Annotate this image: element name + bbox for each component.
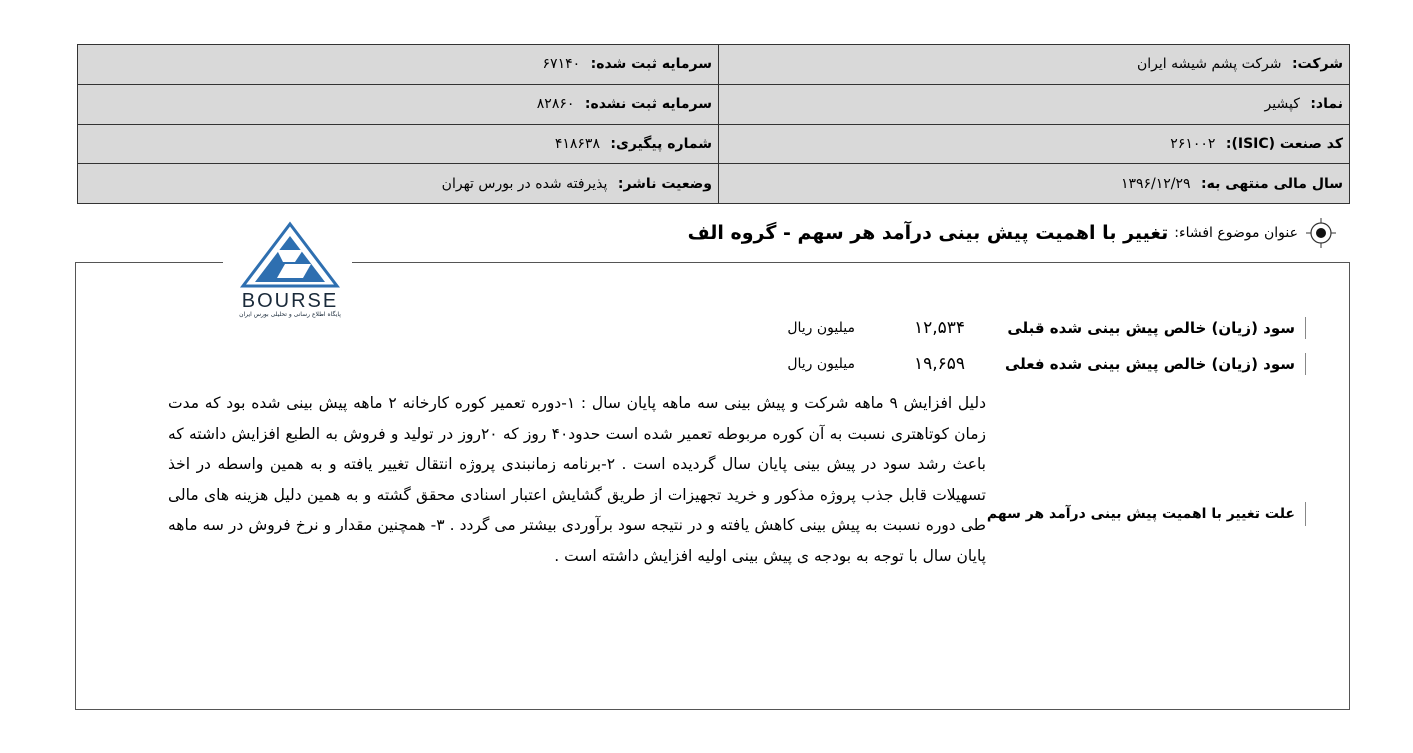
fiscal-year-cell: [719, 164, 1350, 204]
fiscal-year-label: سال مالی منتهی به:: [1201, 175, 1343, 192]
disclosure-caption: عنوان موضوع افشاء:: [1174, 225, 1298, 241]
isic-cell: [719, 124, 1350, 164]
disclosure-title: تغییر با اهمیت پیش بینی درآمد هر سهم - گروه الف: [687, 222, 1169, 244]
isic-label: کد صنعت (ISIC):: [1225, 135, 1343, 152]
registered-capital-cell: [78, 45, 719, 85]
tracking-cell: [78, 124, 719, 164]
eps-current-value: ۱۹,۶۵۹: [913, 354, 965, 374]
company-cell: [719, 45, 1350, 85]
company-value: شرکت پشم شیشه ایران: [1136, 56, 1282, 73]
info-row: [78, 164, 1350, 204]
symbol-value: کپشیر: [1264, 96, 1300, 113]
eps-current-row: [640, 352, 1306, 376]
reason-label: علت تغییر با اهمیت پیش بینی درآمد هر سهم: [975, 502, 1306, 526]
symbol-label: نماد:: [1310, 96, 1343, 113]
eps-previous-label: سود (زیان) خالص پیش بینی شده قبلی: [965, 317, 1306, 339]
info-row: [78, 124, 1350, 164]
eps-previous-unit: میلیون ریال: [787, 320, 855, 336]
company-label: شرکت:: [1291, 56, 1343, 73]
info-row: [78, 84, 1350, 124]
unregistered-capital-label: سرمایه ثبت نشده:: [584, 96, 712, 113]
company-info-table: [77, 44, 1350, 204]
disclosure-title-row: [688, 218, 1336, 248]
tracking-value: ۴۱۸۶۳۸: [554, 135, 600, 152]
tracking-label: شماره پیگیری:: [610, 135, 712, 152]
publisher-status-label: وضعیت ناشر:: [617, 175, 712, 192]
logo-subtitle: پایگاه اطلاع رسانی و تحلیلی بورس ایران: [239, 311, 341, 318]
fiscal-year-value: ۱۳۹۶/۱۲/۲۹: [1120, 175, 1191, 192]
symbol-cell: [719, 84, 1350, 124]
registered-capital-label: سرمایه ثبت شده:: [590, 56, 712, 73]
isic-value: ۲۶۱۰۰۲: [1170, 135, 1216, 152]
eps-current-label: سود (زیان) خالص پیش بینی شده فعلی: [965, 353, 1306, 375]
target-icon: [1306, 218, 1336, 248]
reason-text: دلیل افزایش ۹ ماهه شرکت و پیش بینی سه ماهه پایان سال : ۱-دوره تعمیر کوره کارخانه ۲ ماهه پیش بینی شده بود که مدت زمان کوتاهتری نسبت به آن کوره مربوطه تعمیر شده است حدود۴۰ روز که ۲۰روز در تولید و فروش به الطبع افزایش داشته که باعث رشد سود در پیش بینی پایان سال گردیده است . ۲-برنامه زمانبندی پروژه انتقال تغییر یافته و به همین واسطه در اخذ تسهیلات قابل جذب پروژه مذکور و خرید تجهیزات از طریق گشایش اعتبار اسنادی محقق گشته و به همین دلیل هزینه های مالی طی دوره نسبت به پیش بینی کاهش یافته و در نتیجه سود برآوردی بیشتر می گردد . ۳- همچنین مقدار و نرخ فروش در سه ماهه پایان سال با توجه به بودجه ی پیش بینی اولیه افزایش داشته است .: [168, 394, 987, 565]
unregistered-capital-cell: [78, 84, 719, 124]
frame-top-border-left: [75, 262, 223, 263]
eps-current-unit: میلیون ریال: [787, 356, 855, 372]
info-row: [78, 45, 1350, 85]
frame-top-border-right: [352, 262, 1350, 263]
registered-capital-value: ۶۷۱۴۰: [542, 56, 581, 73]
eps-previous-value: ۱۲,۵۳۴: [913, 318, 965, 338]
logo-name: BOURSE: [241, 290, 339, 312]
eps-previous-row: [640, 316, 1306, 340]
publisher-status-cell: [78, 164, 719, 204]
publisher-status-value: پذیرفته شده در بورس تهران: [441, 175, 608, 192]
unregistered-capital-value: ۸۲۸۶۰: [536, 96, 575, 113]
